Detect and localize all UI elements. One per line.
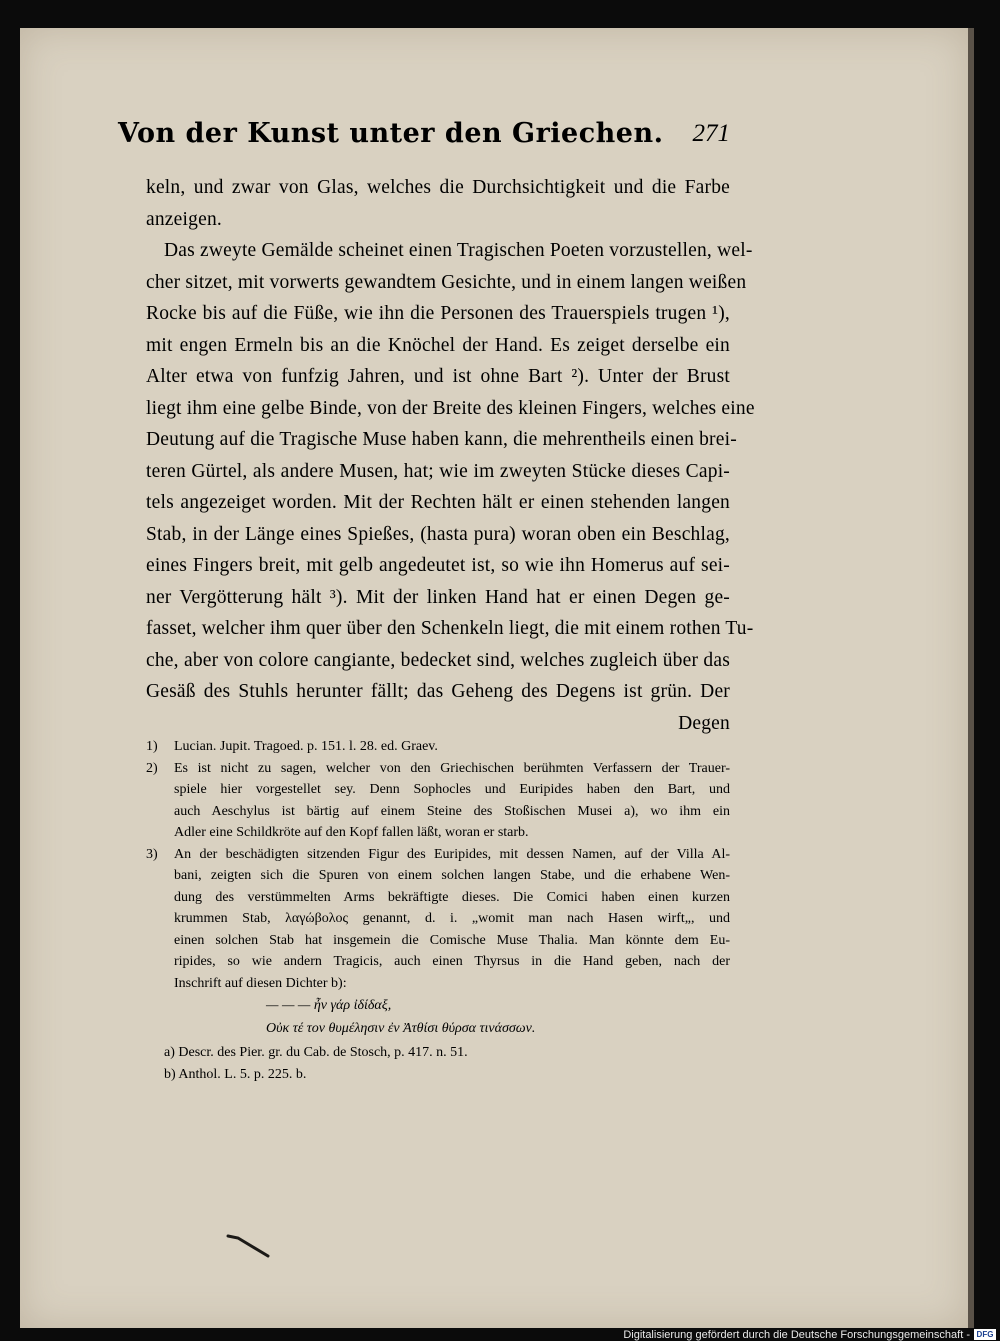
text-line: eines Fingers breit, mit gelb angedeutet ist, so wie ihn Homerus auf sei- xyxy=(146,555,730,576)
pen-mark-icon xyxy=(226,1232,270,1258)
sub-references xyxy=(146,1042,730,1086)
footnote-2 xyxy=(146,758,730,844)
greek-verse-line: Οὐκ τέ τον θυμέλησιν ἐν Ἀτθίσι θύρσα τινάσσων. xyxy=(266,1021,536,1036)
text-line: Rocke bis auf die Füße, wie ihn die Personen des Trauerspiels trugen ¹), xyxy=(146,303,730,324)
footnote-1 xyxy=(146,736,730,758)
text-line: che, aber von colore cangiante, bedecket sind, welches zugleich über das xyxy=(146,649,730,671)
dfg-logo: DFG xyxy=(974,1329,996,1340)
catchword: Degen xyxy=(678,712,730,734)
footnote-line: krummen Stab, λαγώβολος genannt, d. i. „womit man nach Hasen wirft„, und xyxy=(174,911,730,926)
footnotes xyxy=(146,736,730,1086)
text-line: Deutung auf die Tragische Muse haben kann, die mehrentheils einen brei- xyxy=(146,429,737,450)
footnote-mark: 2) xyxy=(146,760,158,776)
reference-line: b) Anthol. L. 5. p. 225. b. xyxy=(164,1067,307,1082)
text-line: cher sitzet, mit vorwerts gewandtem Gesichte, und in einem langen weißen xyxy=(146,271,747,293)
main-text xyxy=(146,172,755,739)
text-line: anzeigen. xyxy=(146,208,222,230)
footnote-line: auch Aeschylus ist bärtig auf einem Steine des Stoßischen Musei a), wo ihm ein xyxy=(174,803,730,819)
text-line: Alter etwa von funfzig Jahren, und ist ohne Bart ²). Unter der Brust xyxy=(146,366,730,387)
footnote-line: ripides, so wie andern Tragicis, auch einen Thyrsus in die Hand geben, nach der xyxy=(174,954,730,969)
text-line: Das zweyte Gemälde scheinet einen Tragischen Poeten vorzustellen, wel- xyxy=(164,240,753,261)
text-line: teren Gürtel, als andere Musen, hat; wie im zweyten Stücke dieses Capi- xyxy=(146,460,730,482)
greek-verse-line: — — — ἦν γάρ ἰδίδαξ, xyxy=(266,998,392,1013)
digitization-credit: Digitalisierung gefördert durch die Deutsche Forschungsgemeinschaft - xyxy=(623,1329,970,1341)
footnote-mark: 1) xyxy=(146,739,158,754)
page-edge xyxy=(968,28,974,1328)
footnote-line: einen solchen Stab hat insgemein die Comische Muse Thalia. Man könnte dem Eu- xyxy=(174,932,730,948)
reference-line: a) Descr. des Pier. gr. du Cab. de Stosch, p. 417. n. 51. xyxy=(164,1045,468,1060)
footnote-line: dung des verstümmelten Arms bekräftigte dieses. Die Comici haben einen kurzen xyxy=(174,889,730,905)
footnote-line: bani, zeigten sich die Spuren von einem solchen langen Stabe, und die erhabene Wen- xyxy=(174,868,730,883)
footnote-line: Es ist nicht zu sagen, welcher von den Griechischen berühmten Verfassern der Trauer- xyxy=(174,760,730,776)
footnote-line: Inschrift auf diesen Dichter b): xyxy=(174,975,347,991)
text-line: ner Vergötterung hält ³). Mit der linken Hand hat er einen Degen ge- xyxy=(146,586,730,608)
page-header xyxy=(118,118,730,164)
text-line: Gesäß des Stuhls herunter fällt; das Geheng des Degens ist grün. Der xyxy=(146,681,730,702)
footnote-line: Adler eine Schildkröte auf den Kopf fallen läßt, woran er starb. xyxy=(174,825,529,840)
footnote-3 xyxy=(146,844,730,995)
text-line: fasset, welcher ihm quer über den Schenkeln liegt, die mit einem rothen Tu- xyxy=(146,618,754,639)
text-line: keln, und zwar von Glas, welches die Durchsichtigkeit und die Farbe xyxy=(146,177,730,198)
text-line: tels angezeiget worden. Mit der Rechten hält er einen stehenden langen xyxy=(146,492,730,513)
text-line: Stab, in der Länge eines Spießes, (hasta pura) woran oben ein Beschlag, xyxy=(146,523,730,545)
footnote-mark: 3) xyxy=(146,846,158,862)
footnote-line: Lucian. Jupit. Tragoed. p. 151. l. 28. ed. Graev. xyxy=(174,739,438,754)
footnote-line: spiele hier vorgestellet sey. Denn Sophocles und Euripides haben den Bart, und xyxy=(174,782,730,797)
text-line: liegt ihm eine gelbe Binde, von der Breite des kleinen Fingers, welches eine xyxy=(146,397,755,419)
text-line: mit engen Ermeln bis an die Knöchel der Hand. Es zeiget derselbe ein xyxy=(146,334,730,356)
running-head: Von der Kunst unter den Griechen. xyxy=(118,118,664,149)
footnote-line: An der beschädigten sitzenden Figur des Euripides, mit dessen Namen, auf der Villa Al- xyxy=(174,846,730,862)
page-number: 271 xyxy=(692,120,730,147)
